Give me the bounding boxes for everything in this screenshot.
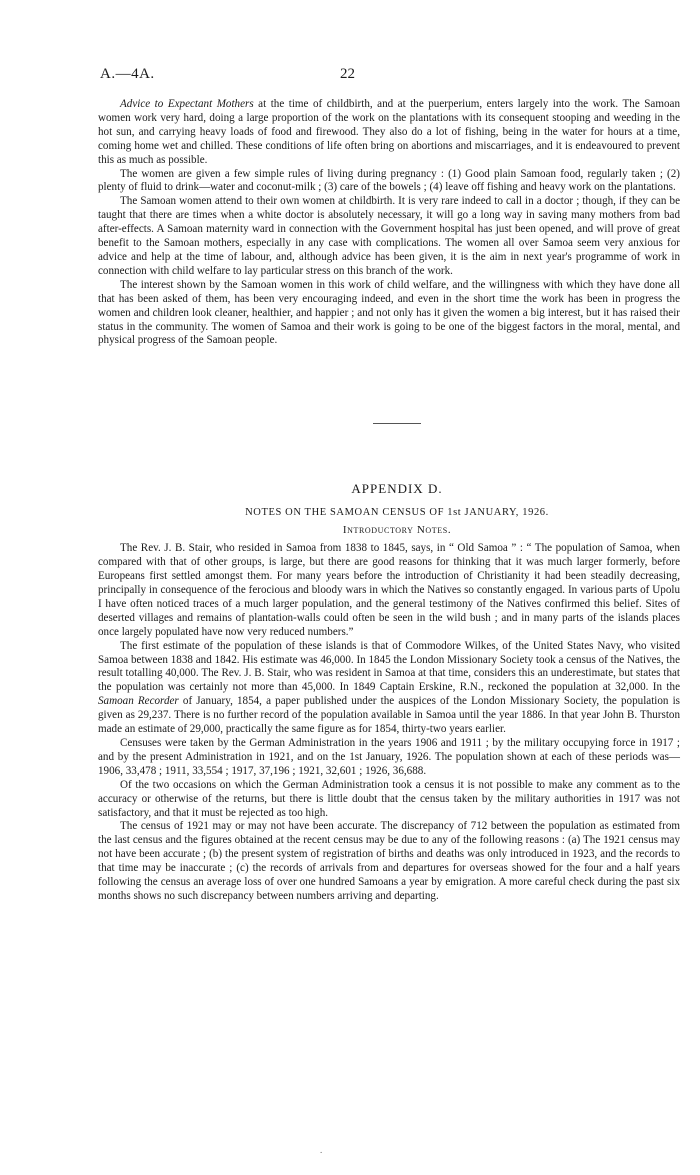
introductory-notes-heading: Introductory Notes.	[342, 524, 452, 537]
section-divider	[373, 423, 421, 424]
document-page	[98, 66, 680, 904]
paragraph-text: of January, 1854, a paper published under the auspices of the London Missionary Society, the population is given as 29,237. There is no further record of the population available in Samoa until the year 1886. In that year John B. Thurston made an estimate of 29,000, practically the same figure as for 1854, thirty-two years earlier.	[98, 695, 680, 736]
paragraph-first-estimate	[98, 640, 680, 737]
appendix-title: APPENDIX D.	[351, 481, 443, 497]
paragraph-interest-shown: The interest shown by the Samoan women in this work of child welfare, and the willingness with which they have done all that has been asked of them, has been very encouraging indeed, and even in the short time the work has been in progress the women and children look cleaner, healthier, and happier ; and not only has it given the women a big interest, but it has raised their status in the community. The women of Samoa and their work is going to be one of the biggest factors in the moral, mental, and physical progress of the Samoan people.	[98, 278, 680, 347]
page-header	[98, 66, 680, 90]
paragraph-german-administration: Of the two occasions on which the German Administration took a census it is not possible to make any comment as to the accuracy or otherwise of the returns, but there is little doubt that the census taken by the military authorities in 1917 was not satisfactory, and that it must be rejected as too high.	[98, 778, 680, 819]
paragraph-census-1921: The census of 1921 may or may not have been accurate. The discrepancy of 712 between the population as estimated from the last census and the figures obtained at the recent census may be due to any of the following reasons : (a) The 1921 census may not have been accurate ; (b) the present system of registration of births and deaths was only introduced in 1923, and the records to that time may be inaccurate ; (c) the records of arrivals from and departures for overseas showed for the four and a half years following the census an average loss of over one hundred Samoans a year by emigration. A more careful check during the past six months shows no such discrepancy between numbers arriving and departing.	[98, 820, 680, 902]
page-number: 22	[340, 66, 355, 82]
child-welfare-section	[98, 98, 680, 348]
appendix-subtitle: NOTES ON THE SAMOAN CENSUS OF 1st JANUARY, 1926.	[245, 507, 549, 519]
census-notes-section	[98, 542, 680, 904]
paragraph-childbirth: The Samoan women attend to their own women at childbirth. It is very rare indeed to call in a doctor ; though, if they can be taught that there are times when a white doctor is absolutely necessary, it will go a long way in saving many mothers from bad after-effects. A Samoan maternity ward in connection with the Government hospital has just been opened, and will prove of great benefit to the Samoan mothers, especially in any case with complications. The women all over Samoa seem very anxious for advice and help at the time of labour, and, although advice has been given, it is the aim in next year's programme of work in connection with child welfare to lay particular stress on this branch of the work.	[98, 195, 680, 277]
paragraph-text: at the time of childbirth, and at the puerperium, enters largely into the work. The Samoan women work very hard, doing a large proportion of the work on the plantations with its consequent stooping and weeding in the hot sun, and carrying heavy loads of food and firewood. They also do a lot of fishing, being in the water for hours at a time, coming home wet and chilled. These conditions of life often bring on abortions and miscarriages, and it is endeavoured to prevent this as much as possible.	[98, 98, 680, 166]
paragraph-censuses-taken: Censuses were taken by the German Administration in the years 1906 and 1911 ; by the military occupying force in 1917 ; and by the present Administration in 1921, and on the 1st January, 1926. The population shown at each of these periods was— 1906, 33,478 ; 1911, 33,554 ; 1917, 37,196 ; 1921, 32,601 ; 1926, 36,688.	[98, 737, 680, 777]
paragraph-stair-quote: The Rev. J. B. Stair, who resided in Samoa from 1838 to 1845, says, in “ Old Samoa ” : “ The population of Samoa, when compared with that of other groups, is large, but there are good reasons for thinking that it was much larger formerly, before Europeans first settled amongst them. For many years before the introduction of Christianity it had been steadily decreasing, principally in consequence of the ferocious and bloody wars in which the Natives so constantly engaged. In various parts of Upolu I have often noticed traces of a much larger population, and the general testimony of the Natives confirmed this belief. Sites of deserted villages and remains of plantation-walls could often be seen in the wild bush ; and in many parts of the islands places once largely populated have now very reduced numbers.”	[98, 542, 680, 638]
publication-title: Samoan Recorder	[98, 695, 179, 708]
document-reference: A.—4A.	[100, 66, 155, 82]
paragraph-lead-italic: Advice to Expectant Mothers	[120, 98, 254, 110]
paragraph-pregnancy-rules: The women are given a few simple rules of living during pregnancy : (1) Good plain Samoan food, regularly taken ; (2) plenty of fluid to drink—water and coconut-milk ; (3) care of the bowels ; (4) leave off fishing and heavy work on the plantations.	[98, 167, 680, 194]
paragraph-expectant-mothers	[98, 98, 680, 168]
paragraph-text: The first estimate of the population of these islands is that of Commodore Wilkes, of the United States Navy, who visited Samoa between 1838 and 1842. His estimate was 46,000. In 1845 the London Missionary Society took a census of the Natives, the result totalling 40,000. The Rev. J. B. Stair, who was resident in Samoa at that time, considers this an underestimate, but states that the population was certainly not more than 45,000. In 1849 Captain Erskine, R.N., reckoned the population at 32,000. In the	[98, 639, 680, 694]
footer-mark: .	[320, 1145, 323, 1155]
